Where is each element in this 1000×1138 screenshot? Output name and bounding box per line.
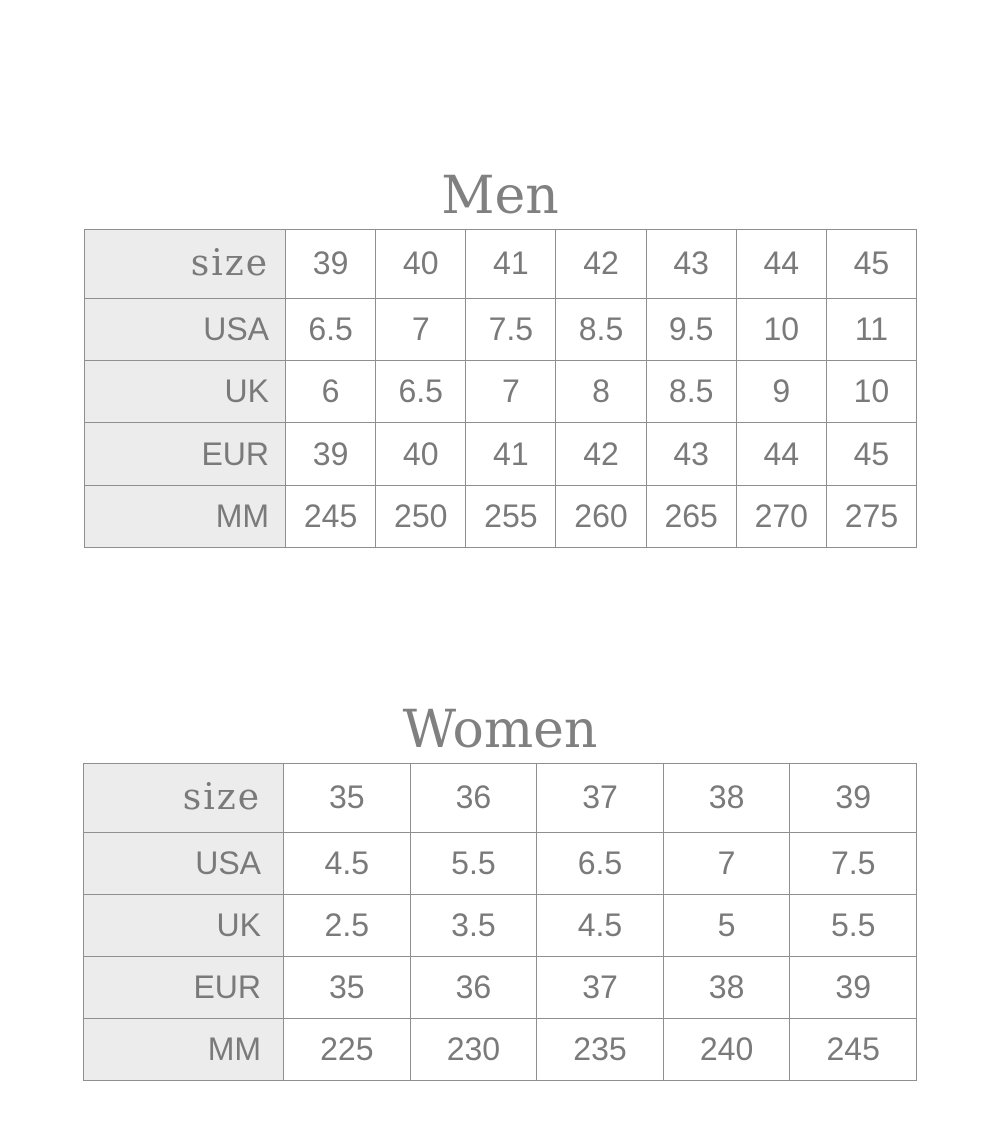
table-cell: 43 [646,230,736,299]
table-cell: 2.5 [284,894,411,956]
table-cell: 39 [286,423,376,485]
table-cell: 35 [284,764,411,833]
table-row [85,230,917,299]
women-size-table [83,763,917,1081]
row-header: USA [84,832,284,894]
table-cell: 270 [736,485,826,547]
table-cell: 10 [736,298,826,360]
table-cell: 39 [790,956,917,1018]
table-cell: 5.5 [790,894,917,956]
table-cell: 250 [376,485,466,547]
table-cell: 7 [376,298,466,360]
table-cell: 6.5 [376,361,466,423]
row-header: size [85,230,286,299]
women-title: Women [402,700,598,760]
table-row [85,361,917,423]
table-cell: 36 [410,764,537,833]
row-header: size [84,764,284,833]
table-row [85,485,917,547]
table-row [84,764,917,833]
table-row [85,298,917,360]
table-cell: 44 [736,230,826,299]
table-cell: 44 [736,423,826,485]
table-cell: 45 [826,423,916,485]
table-cell: 6.5 [537,832,664,894]
table-row [85,423,917,485]
table-cell: 38 [663,764,790,833]
table-cell: 6 [286,361,376,423]
table-cell: 42 [556,423,646,485]
row-header: UK [84,894,284,956]
table-cell: 230 [410,1018,537,1080]
table-cell: 4.5 [284,832,411,894]
table-cell: 37 [537,764,664,833]
table-cell: 240 [663,1018,790,1080]
table-cell: 7 [663,832,790,894]
table-row [84,956,917,1018]
table-cell: 260 [556,485,646,547]
table-cell: 41 [466,230,556,299]
table-cell: 235 [537,1018,664,1080]
table-cell: 35 [284,956,411,1018]
table-cell: 40 [376,230,466,299]
table-cell: 7 [466,361,556,423]
table-cell: 41 [466,423,556,485]
table-cell: 255 [466,485,556,547]
table-row [84,832,917,894]
table-cell: 39 [790,764,917,833]
table-cell: 37 [537,956,664,1018]
table-cell: 225 [284,1018,411,1080]
table-cell: 38 [663,956,790,1018]
table-cell: 40 [376,423,466,485]
table-cell: 39 [286,230,376,299]
table-cell: 5.5 [410,832,537,894]
men-title: Men [441,166,559,226]
table-cell: 3.5 [410,894,537,956]
table-row [84,894,917,956]
table-cell: 43 [646,423,736,485]
table-cell: 8.5 [646,361,736,423]
table-cell: 11 [826,298,916,360]
table-cell: 9.5 [646,298,736,360]
row-header: EUR [84,956,284,1018]
table-cell: 36 [410,956,537,1018]
table-cell: 265 [646,485,736,547]
row-header: UK [85,361,286,423]
table-cell: 245 [286,485,376,547]
table-cell: 42 [556,230,646,299]
men-size-table [84,229,917,548]
table-cell: 9 [736,361,826,423]
row-header: USA [85,298,286,360]
row-header: EUR [85,423,286,485]
row-header: MM [84,1018,284,1080]
row-header: MM [85,485,286,547]
table-cell: 5 [663,894,790,956]
table-cell: 10 [826,361,916,423]
table-cell: 8.5 [556,298,646,360]
table-cell: 7.5 [790,832,917,894]
table-cell: 275 [826,485,916,547]
table-cell: 6.5 [286,298,376,360]
table-row [84,1018,917,1080]
table-cell: 7.5 [466,298,556,360]
table-cell: 245 [790,1018,917,1080]
table-cell: 4.5 [537,894,664,956]
table-cell: 45 [826,230,916,299]
table-cell: 8 [556,361,646,423]
